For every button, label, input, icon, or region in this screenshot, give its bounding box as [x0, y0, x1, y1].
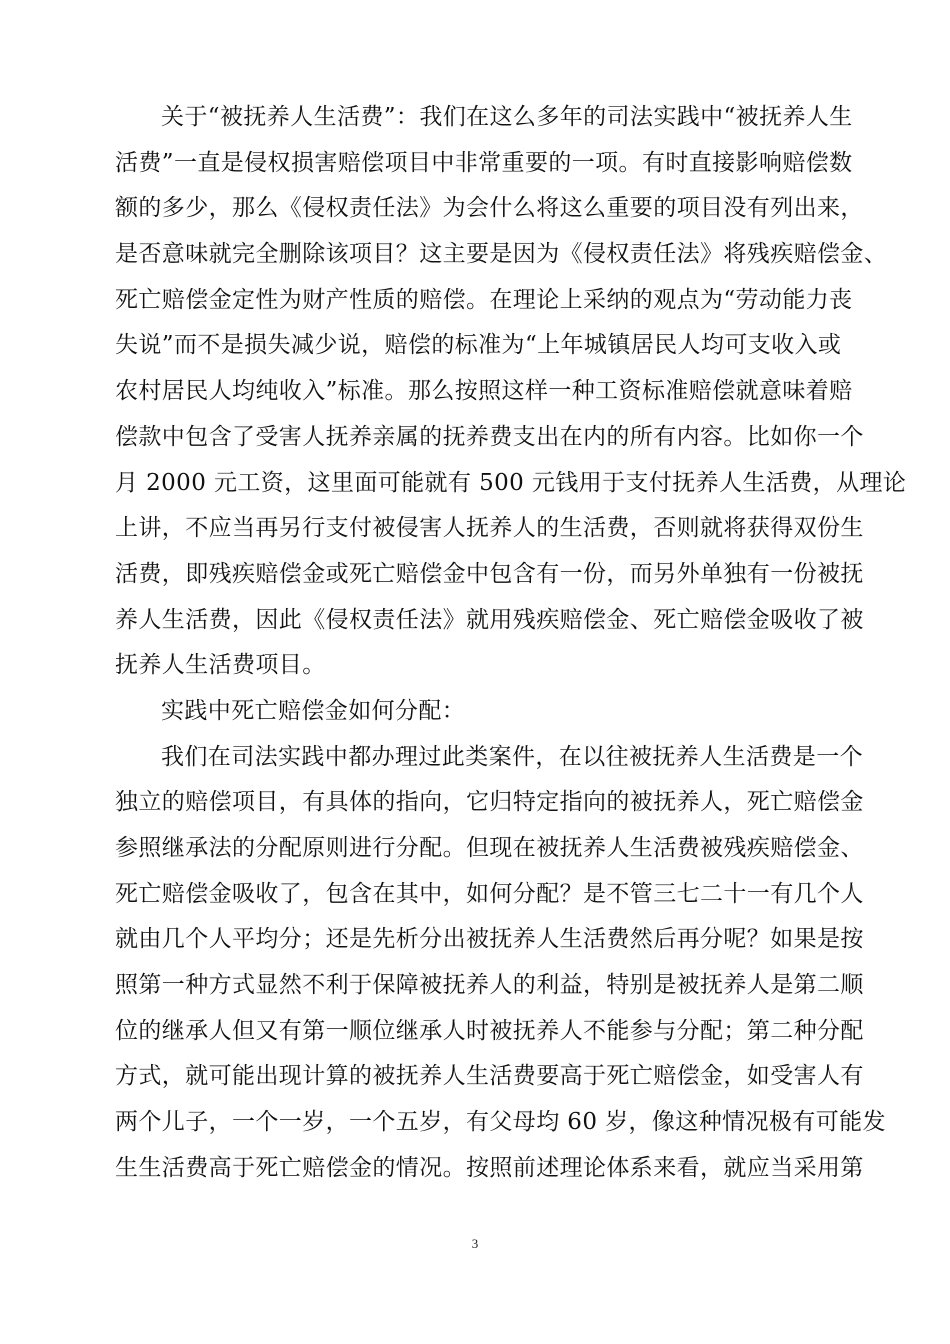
text-line: 两个儿子，一个一岁，一个五岁，有父母均 60 岁，像这种情况极有可能发: [115, 1109, 886, 1136]
text-line: 照第一种方式显然不利于保障被抚养人的利益，特别是被抚养人是第二顺: [115, 972, 864, 999]
text-line: 养人生活费，因此《侵权责任法》就用残疾赔偿金、死亡赔偿金吸收了被: [115, 606, 864, 633]
text-line: 额的多少，那么《侵权责任法》为会什么将这么重要的项目没有列出来，: [115, 195, 864, 222]
text-line: 抚养人生活费项目。: [115, 652, 326, 679]
text-line: 我们在司法实践中都办理过此类案件，在以往被抚养人生活费是一个: [161, 743, 863, 770]
text-line: 就由几个人平均分；还是先析分出被抚养人生活费然后再分呢？如果是按: [115, 926, 864, 953]
text-line: 位的继承人但又有第一顺位继承人时被抚养人不能参与分配；第二种分配: [115, 1017, 864, 1044]
text-line: 农村居民人均纯收入”标准。那么按照这样一种工资标准赔偿就意味着赔: [115, 378, 853, 405]
text-line: 死亡赔偿金吸收了，包含在其中，如何分配？是不管三七二十一有几个人: [115, 880, 864, 907]
text-line: 活费”一直是侵权损害赔偿项目中非常重要的一项。有时直接影响赔偿数: [115, 149, 853, 176]
body-text: [115, 95, 907, 1192]
text-line: 月 2000 元工资，这里面可能就有 500 元钱用于支付抚养人生活费，从理论: [115, 469, 907, 496]
text-line: 活费，即残疾赔偿金或死亡赔偿金中包含有一份，而另外单独有一份被抚: [115, 560, 864, 587]
text-line: 生生活费高于死亡赔偿金的情况。按照前述理论体系来看，就应当采用第: [115, 1154, 864, 1181]
text-line: 独立的赔偿项目，有具体的指向，它归特定指向的被抚养人，死亡赔偿金: [115, 789, 864, 816]
text-line: 是否意味就完全删除该项目？这主要是因为《侵权责任法》将残疾赔偿金、: [115, 241, 888, 268]
text-line: 死亡赔偿金定性为财产性质的赔偿。在理论上采纳的观点为“劳动能力丧: [115, 286, 853, 313]
text-line: 失说”而不是损失减少说，赔偿的标准为“上年城镇居民人均可支收入或: [115, 332, 842, 359]
text-line: 偿款中包含了受害人抚养亲属的抚养费支出在内的所有内容。比如你一个: [115, 423, 864, 450]
text-line: 关于“被抚养人生活费”：我们在这么多年的司法实践中“被抚养人生: [161, 104, 853, 130]
text-line: 方式，就可能出现计算的被抚养人生活费要高于死亡赔偿金，如受害人有: [115, 1063, 864, 1090]
text-line: 参照继承法的分配原则进行分配。但现在被抚养人生活费被残疾赔偿金、: [115, 835, 864, 861]
text-line: 实践中死亡赔偿金如何分配：: [161, 697, 466, 724]
text-line: 上讲，不应当再另行支付被侵害人抚养人的生活费，否则就将获得双份生: [115, 515, 864, 542]
page-number: 3: [471, 1236, 479, 1251]
